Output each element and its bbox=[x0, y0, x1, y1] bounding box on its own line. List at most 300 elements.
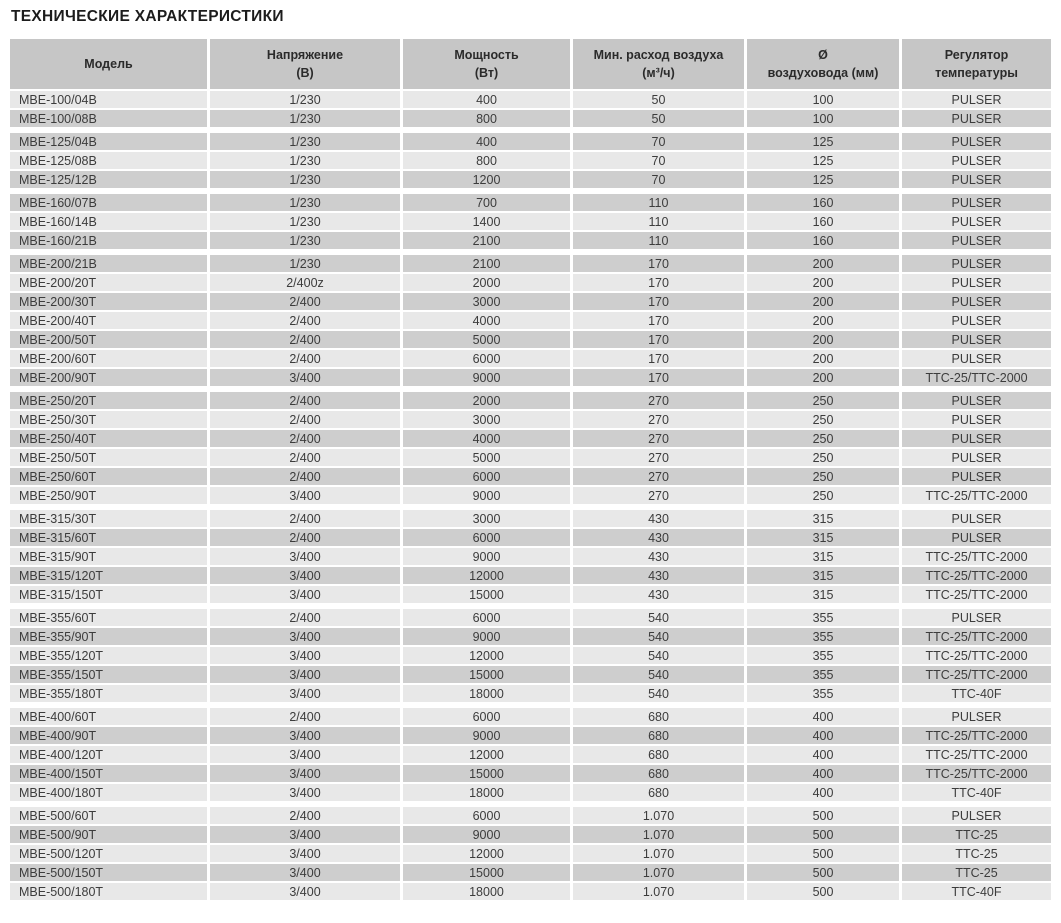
cell-diameter: 125 bbox=[747, 171, 899, 188]
table-row bbox=[10, 647, 1051, 664]
cell-voltage: 3/400 bbox=[210, 369, 400, 386]
cell-model: MBE-250/20T bbox=[10, 392, 207, 409]
cell-diameter: 315 bbox=[747, 529, 899, 546]
cell-airflow: 170 bbox=[573, 312, 744, 329]
group-separator bbox=[10, 506, 1051, 508]
cell-airflow: 680 bbox=[573, 708, 744, 725]
cell-model: MBE-125/08B bbox=[10, 152, 207, 169]
cell-diameter: 200 bbox=[747, 312, 899, 329]
table-row bbox=[10, 392, 1051, 409]
cell-power: 700 bbox=[403, 194, 570, 211]
cell-power: 4000 bbox=[403, 430, 570, 447]
cell-model: MBE-315/30T bbox=[10, 510, 207, 527]
cell-diameter: 355 bbox=[747, 666, 899, 683]
cell-model: MBE-160/07B bbox=[10, 194, 207, 211]
cell-power: 6000 bbox=[403, 708, 570, 725]
cell-diameter: 250 bbox=[747, 449, 899, 466]
cell-diameter: 160 bbox=[747, 232, 899, 249]
cell-power: 12000 bbox=[403, 746, 570, 763]
cell-model: MBE-160/21B bbox=[10, 232, 207, 249]
cell-regulator: PULSER bbox=[902, 110, 1051, 127]
cell-airflow: 270 bbox=[573, 449, 744, 466]
column-header-line: Ø bbox=[818, 48, 828, 62]
group-separator bbox=[10, 605, 1051, 607]
cell-diameter: 200 bbox=[747, 369, 899, 386]
cell-voltage: 1/230 bbox=[210, 152, 400, 169]
cell-regulator: PULSER bbox=[902, 331, 1051, 348]
table-row bbox=[10, 293, 1051, 310]
cell-airflow: 170 bbox=[573, 255, 744, 272]
cell-model: MBE-400/150T bbox=[10, 765, 207, 782]
cell-model: MBE-400/60T bbox=[10, 708, 207, 725]
cell-model: MBE-200/40T bbox=[10, 312, 207, 329]
cell-voltage: 3/400 bbox=[210, 685, 400, 702]
cell-airflow: 680 bbox=[573, 784, 744, 801]
cell-diameter: 355 bbox=[747, 685, 899, 702]
cell-power: 2000 bbox=[403, 392, 570, 409]
cell-diameter: 500 bbox=[747, 845, 899, 862]
cell-airflow: 270 bbox=[573, 411, 744, 428]
table-row bbox=[10, 628, 1051, 645]
cell-diameter: 250 bbox=[747, 392, 899, 409]
table-row bbox=[10, 548, 1051, 565]
table-row bbox=[10, 826, 1051, 843]
cell-diameter: 160 bbox=[747, 194, 899, 211]
cell-regulator: PULSER bbox=[902, 194, 1051, 211]
group-separator bbox=[10, 388, 1051, 390]
cell-airflow: 50 bbox=[573, 110, 744, 127]
cell-power: 9000 bbox=[403, 628, 570, 645]
cell-regulator: PULSER bbox=[902, 91, 1051, 108]
cell-model: MBE-200/20T bbox=[10, 274, 207, 291]
cell-model: MBE-315/90T bbox=[10, 548, 207, 565]
table-row bbox=[10, 430, 1051, 447]
cell-airflow: 1.070 bbox=[573, 864, 744, 881]
cell-diameter: 400 bbox=[747, 727, 899, 744]
cell-model: MBE-200/90T bbox=[10, 369, 207, 386]
cell-power: 6000 bbox=[403, 807, 570, 824]
cell-regulator: PULSER bbox=[902, 392, 1051, 409]
group-separator bbox=[10, 190, 1051, 192]
cell-airflow: 1.070 bbox=[573, 807, 744, 824]
cell-diameter: 250 bbox=[747, 487, 899, 504]
group-separator-cell bbox=[10, 605, 1051, 607]
table-row bbox=[10, 807, 1051, 824]
cell-voltage: 2/400 bbox=[210, 392, 400, 409]
cell-diameter: 250 bbox=[747, 411, 899, 428]
cell-airflow: 1.070 bbox=[573, 845, 744, 862]
cell-voltage: 1/230 bbox=[210, 213, 400, 230]
table-row bbox=[10, 449, 1051, 466]
cell-airflow: 170 bbox=[573, 293, 744, 310]
spec-table bbox=[7, 37, 1054, 902]
cell-model: MBE-400/180T bbox=[10, 784, 207, 801]
group-separator-cell bbox=[10, 129, 1051, 131]
table-row bbox=[10, 213, 1051, 230]
cell-regulator: PULSER bbox=[902, 293, 1051, 310]
cell-model: MBE-355/90T bbox=[10, 628, 207, 645]
table-row bbox=[10, 255, 1051, 272]
cell-voltage: 3/400 bbox=[210, 883, 400, 900]
cell-regulator: PULSER bbox=[902, 807, 1051, 824]
cell-diameter: 125 bbox=[747, 133, 899, 150]
cell-airflow: 1.070 bbox=[573, 883, 744, 900]
cell-voltage: 3/400 bbox=[210, 647, 400, 664]
table-row bbox=[10, 586, 1051, 603]
table-row bbox=[10, 110, 1051, 127]
group-separator-cell bbox=[10, 803, 1051, 805]
cell-model: MBE-355/60T bbox=[10, 609, 207, 626]
cell-regulator: PULSER bbox=[902, 274, 1051, 291]
cell-power: 3000 bbox=[403, 510, 570, 527]
cell-diameter: 100 bbox=[747, 110, 899, 127]
cell-diameter: 200 bbox=[747, 274, 899, 291]
cell-power: 18000 bbox=[403, 685, 570, 702]
cell-diameter: 250 bbox=[747, 430, 899, 447]
cell-airflow: 270 bbox=[573, 392, 744, 409]
cell-airflow: 270 bbox=[573, 430, 744, 447]
cell-power: 6000 bbox=[403, 468, 570, 485]
table-row bbox=[10, 784, 1051, 801]
column-header-line: (В) bbox=[296, 66, 314, 80]
table-row bbox=[10, 845, 1051, 862]
cell-regulator: PULSER bbox=[902, 430, 1051, 447]
column-header-line: Мин. расход воздуха bbox=[593, 48, 724, 62]
cell-power: 6000 bbox=[403, 350, 570, 367]
cell-voltage: 3/400 bbox=[210, 784, 400, 801]
cell-voltage: 3/400 bbox=[210, 586, 400, 603]
cell-regulator: PULSER bbox=[902, 133, 1051, 150]
cell-regulator: TTC-25/TTC-2000 bbox=[902, 765, 1051, 782]
cell-regulator: TTC-25/TTC-2000 bbox=[902, 666, 1051, 683]
cell-power: 9000 bbox=[403, 369, 570, 386]
cell-voltage: 3/400 bbox=[210, 567, 400, 584]
cell-model: MBE-355/180T bbox=[10, 685, 207, 702]
cell-voltage: 3/400 bbox=[210, 746, 400, 763]
cell-airflow: 270 bbox=[573, 468, 744, 485]
cell-airflow: 70 bbox=[573, 133, 744, 150]
cell-diameter: 100 bbox=[747, 91, 899, 108]
cell-power: 1200 bbox=[403, 171, 570, 188]
cell-power: 400 bbox=[403, 133, 570, 150]
cell-power: 5000 bbox=[403, 331, 570, 348]
cell-diameter: 400 bbox=[747, 765, 899, 782]
cell-regulator: TTC-40F bbox=[902, 883, 1051, 900]
cell-voltage: 2/400 bbox=[210, 708, 400, 725]
cell-model: MBE-200/21B bbox=[10, 255, 207, 272]
cell-regulator: PULSER bbox=[902, 411, 1051, 428]
cell-airflow: 540 bbox=[573, 685, 744, 702]
cell-regulator: PULSER bbox=[902, 468, 1051, 485]
cell-diameter: 200 bbox=[747, 255, 899, 272]
cell-airflow: 270 bbox=[573, 487, 744, 504]
cell-model: MBE-250/90T bbox=[10, 487, 207, 504]
page-title: ТЕХНИЧЕСКИЕ ХАРАКТЕРИСТИКИ bbox=[11, 8, 284, 25]
cell-model: MBE-400/90T bbox=[10, 727, 207, 744]
cell-airflow: 170 bbox=[573, 331, 744, 348]
cell-voltage: 3/400 bbox=[210, 487, 400, 504]
cell-power: 4000 bbox=[403, 312, 570, 329]
cell-power: 15000 bbox=[403, 765, 570, 782]
cell-model: MBE-500/150T bbox=[10, 864, 207, 881]
table-row bbox=[10, 529, 1051, 546]
cell-voltage: 1/230 bbox=[210, 91, 400, 108]
table-row bbox=[10, 746, 1051, 763]
cell-regulator: PULSER bbox=[902, 152, 1051, 169]
table-row bbox=[10, 468, 1051, 485]
table-row bbox=[10, 91, 1051, 108]
group-separator bbox=[10, 803, 1051, 805]
column-header-line: Напряжение bbox=[266, 48, 344, 62]
column-header-line: воздуховода (мм) bbox=[767, 66, 879, 80]
cell-regulator: TTC-25/TTC-2000 bbox=[902, 548, 1051, 565]
column-header-line: Регулятор bbox=[944, 48, 1009, 62]
cell-voltage: 1/230 bbox=[210, 255, 400, 272]
group-separator-cell bbox=[10, 704, 1051, 706]
table-row bbox=[10, 685, 1051, 702]
cell-voltage: 1/230 bbox=[210, 133, 400, 150]
cell-power: 12000 bbox=[403, 567, 570, 584]
cell-model: MBE-315/60T bbox=[10, 529, 207, 546]
cell-diameter: 500 bbox=[747, 864, 899, 881]
cell-airflow: 680 bbox=[573, 765, 744, 782]
cell-power: 18000 bbox=[403, 883, 570, 900]
cell-power: 3000 bbox=[403, 293, 570, 310]
cell-airflow: 70 bbox=[573, 171, 744, 188]
cell-model: MBE-500/60T bbox=[10, 807, 207, 824]
cell-voltage: 3/400 bbox=[210, 727, 400, 744]
table-body bbox=[10, 91, 1051, 900]
cell-airflow: 540 bbox=[573, 647, 744, 664]
cell-power: 2100 bbox=[403, 232, 570, 249]
cell-power: 400 bbox=[403, 91, 570, 108]
cell-regulator: PULSER bbox=[902, 510, 1051, 527]
cell-voltage: 3/400 bbox=[210, 765, 400, 782]
cell-model: MBE-355/120T bbox=[10, 647, 207, 664]
table-row bbox=[10, 864, 1051, 881]
table-row bbox=[10, 666, 1051, 683]
cell-model: MBE-250/30T bbox=[10, 411, 207, 428]
cell-model: MBE-125/04B bbox=[10, 133, 207, 150]
cell-voltage: 3/400 bbox=[210, 845, 400, 862]
table-row bbox=[10, 510, 1051, 527]
cell-voltage: 2/400 bbox=[210, 529, 400, 546]
cell-diameter: 160 bbox=[747, 213, 899, 230]
column-header-regulator bbox=[902, 39, 1051, 89]
cell-power: 5000 bbox=[403, 449, 570, 466]
cell-model: MBE-500/90T bbox=[10, 826, 207, 843]
table-row bbox=[10, 350, 1051, 367]
group-separator bbox=[10, 129, 1051, 131]
column-header-voltage bbox=[210, 39, 400, 89]
cell-airflow: 110 bbox=[573, 213, 744, 230]
cell-airflow: 540 bbox=[573, 628, 744, 645]
cell-airflow: 50 bbox=[573, 91, 744, 108]
table-row bbox=[10, 171, 1051, 188]
column-header-line: Модель bbox=[84, 57, 133, 71]
cell-airflow: 540 bbox=[573, 609, 744, 626]
cell-voltage: 2/400 bbox=[210, 312, 400, 329]
cell-diameter: 400 bbox=[747, 708, 899, 725]
cell-model: MBE-250/40T bbox=[10, 430, 207, 447]
cell-voltage: 2/400 bbox=[210, 609, 400, 626]
cell-voltage: 2/400 bbox=[210, 350, 400, 367]
cell-regulator: TTC-25/TTC-2000 bbox=[902, 746, 1051, 763]
table-row bbox=[10, 312, 1051, 329]
cell-power: 12000 bbox=[403, 647, 570, 664]
group-separator bbox=[10, 251, 1051, 253]
cell-airflow: 110 bbox=[573, 194, 744, 211]
cell-power: 9000 bbox=[403, 826, 570, 843]
cell-model: MBE-400/120T bbox=[10, 746, 207, 763]
column-header-line: (Вт) bbox=[474, 66, 499, 80]
cell-airflow: 430 bbox=[573, 548, 744, 565]
cell-regulator: PULSER bbox=[902, 232, 1051, 249]
cell-model: MBE-315/150T bbox=[10, 586, 207, 603]
cell-regulator: TTC-25/TTC-2000 bbox=[902, 628, 1051, 645]
cell-power: 2100 bbox=[403, 255, 570, 272]
cell-voltage: 1/230 bbox=[210, 232, 400, 249]
cell-power: 9000 bbox=[403, 487, 570, 504]
cell-regulator: PULSER bbox=[902, 213, 1051, 230]
cell-airflow: 680 bbox=[573, 746, 744, 763]
cell-regulator: TTC-25/TTC-2000 bbox=[902, 586, 1051, 603]
cell-regulator: PULSER bbox=[902, 350, 1051, 367]
group-separator-cell bbox=[10, 506, 1051, 508]
cell-power: 2000 bbox=[403, 274, 570, 291]
cell-model: MBE-200/30T bbox=[10, 293, 207, 310]
cell-diameter: 315 bbox=[747, 567, 899, 584]
cell-voltage: 2/400 bbox=[210, 807, 400, 824]
cell-airflow: 170 bbox=[573, 274, 744, 291]
cell-airflow: 540 bbox=[573, 666, 744, 683]
cell-voltage: 3/400 bbox=[210, 864, 400, 881]
cell-diameter: 200 bbox=[747, 350, 899, 367]
table-row bbox=[10, 765, 1051, 782]
cell-voltage: 3/400 bbox=[210, 628, 400, 645]
cell-diameter: 500 bbox=[747, 807, 899, 824]
cell-model: MBE-100/08B bbox=[10, 110, 207, 127]
cell-model: MBE-315/120T bbox=[10, 567, 207, 584]
column-header-model bbox=[10, 39, 207, 89]
cell-model: MBE-200/50T bbox=[10, 331, 207, 348]
cell-power: 15000 bbox=[403, 586, 570, 603]
cell-model: MBE-250/60T bbox=[10, 468, 207, 485]
table-header bbox=[10, 39, 1051, 89]
cell-diameter: 250 bbox=[747, 468, 899, 485]
cell-power: 1400 bbox=[403, 213, 570, 230]
cell-voltage: 1/230 bbox=[210, 110, 400, 127]
cell-model: MBE-355/150T bbox=[10, 666, 207, 683]
cell-regulator: TTC-25 bbox=[902, 826, 1051, 843]
cell-diameter: 315 bbox=[747, 586, 899, 603]
cell-diameter: 500 bbox=[747, 883, 899, 900]
cell-diameter: 315 bbox=[747, 510, 899, 527]
cell-airflow: 170 bbox=[573, 369, 744, 386]
column-header-line: температуры bbox=[935, 66, 1018, 80]
cell-voltage: 1/230 bbox=[210, 171, 400, 188]
cell-voltage: 2/400 bbox=[210, 293, 400, 310]
cell-regulator: TTC-25/TTC-2000 bbox=[902, 487, 1051, 504]
cell-regulator: PULSER bbox=[902, 529, 1051, 546]
table-row bbox=[10, 133, 1051, 150]
table-row bbox=[10, 727, 1051, 744]
column-header-line: Мощность bbox=[454, 48, 519, 62]
table-row bbox=[10, 274, 1051, 291]
table-row bbox=[10, 152, 1051, 169]
cell-regulator: PULSER bbox=[902, 171, 1051, 188]
table-row bbox=[10, 411, 1051, 428]
cell-voltage: 2/400 bbox=[210, 510, 400, 527]
cell-regulator: TTC-25/TTC-2000 bbox=[902, 647, 1051, 664]
group-separator-cell bbox=[10, 388, 1051, 390]
cell-voltage: 2/400 bbox=[210, 449, 400, 466]
cell-regulator: PULSER bbox=[902, 609, 1051, 626]
cell-power: 18000 bbox=[403, 784, 570, 801]
cell-power: 800 bbox=[403, 152, 570, 169]
table-row bbox=[10, 883, 1051, 900]
cell-power: 9000 bbox=[403, 548, 570, 565]
cell-regulator: TTC-25/TTC-2000 bbox=[902, 567, 1051, 584]
cell-regulator: TTC-25/TTC-2000 bbox=[902, 727, 1051, 744]
cell-regulator: TTC-25/TTC-2000 bbox=[902, 369, 1051, 386]
cell-diameter: 355 bbox=[747, 609, 899, 626]
cell-regulator: PULSER bbox=[902, 312, 1051, 329]
cell-voltage: 2/400z bbox=[210, 274, 400, 291]
table-row bbox=[10, 487, 1051, 504]
cell-power: 3000 bbox=[403, 411, 570, 428]
cell-voltage: 3/400 bbox=[210, 666, 400, 683]
cell-power: 12000 bbox=[403, 845, 570, 862]
cell-regulator: TTC-25 bbox=[902, 845, 1051, 862]
column-header-line: (м³/ч) bbox=[642, 66, 675, 80]
cell-airflow: 430 bbox=[573, 510, 744, 527]
cell-regulator: TTC-40F bbox=[902, 685, 1051, 702]
cell-voltage: 3/400 bbox=[210, 548, 400, 565]
table-row bbox=[10, 369, 1051, 386]
cell-power: 9000 bbox=[403, 727, 570, 744]
cell-regulator: PULSER bbox=[902, 255, 1051, 272]
cell-diameter: 200 bbox=[747, 331, 899, 348]
cell-power: 6000 bbox=[403, 529, 570, 546]
cell-power: 15000 bbox=[403, 864, 570, 881]
table-row bbox=[10, 708, 1051, 725]
group-separator bbox=[10, 704, 1051, 706]
cell-diameter: 400 bbox=[747, 784, 899, 801]
cell-voltage: 1/230 bbox=[210, 194, 400, 211]
cell-airflow: 1.070 bbox=[573, 826, 744, 843]
group-separator-cell bbox=[10, 190, 1051, 192]
cell-diameter: 315 bbox=[747, 548, 899, 565]
table-row bbox=[10, 232, 1051, 249]
cell-airflow: 430 bbox=[573, 567, 744, 584]
header-row bbox=[10, 39, 1051, 89]
cell-diameter: 355 bbox=[747, 628, 899, 645]
cell-model: MBE-250/50T bbox=[10, 449, 207, 466]
cell-regulator: PULSER bbox=[902, 708, 1051, 725]
cell-diameter: 200 bbox=[747, 293, 899, 310]
cell-model: MBE-125/12B bbox=[10, 171, 207, 188]
cell-regulator: PULSER bbox=[902, 449, 1051, 466]
cell-diameter: 125 bbox=[747, 152, 899, 169]
cell-diameter: 355 bbox=[747, 647, 899, 664]
table-row bbox=[10, 194, 1051, 211]
cell-model: MBE-200/60T bbox=[10, 350, 207, 367]
cell-voltage: 2/400 bbox=[210, 331, 400, 348]
cell-airflow: 170 bbox=[573, 350, 744, 367]
table-row bbox=[10, 331, 1051, 348]
cell-power: 6000 bbox=[403, 609, 570, 626]
